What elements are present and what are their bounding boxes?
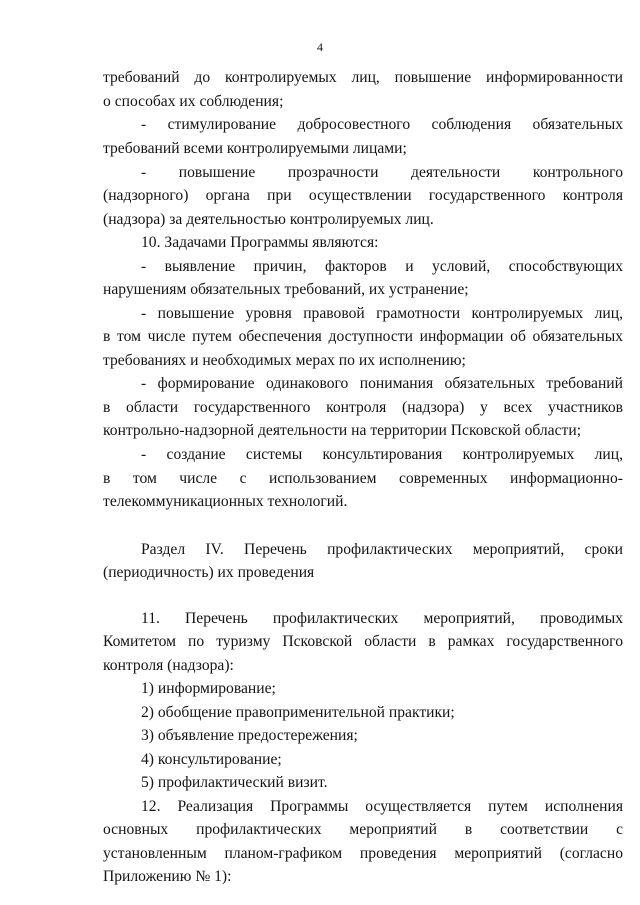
text-line: в том числе с использованием современных информационно- <box>103 470 623 487</box>
text-line: требованиях и необходимых мерах по их исполнению; <box>103 352 466 369</box>
text-line: о способах их соблюдения; <box>103 93 284 110</box>
text-line: контрольно-надзорной деятельности на территории Псковской области; <box>103 422 582 439</box>
list-item: - формирование одинакового понимания обязательных требований <box>141 375 623 392</box>
list-item: - повышение прозрачности деятельности контрольного <box>141 164 623 181</box>
text-line: контроля (надзора): <box>103 657 234 674</box>
list-item: - выявление причин, факторов и условий, способствующих <box>141 258 623 275</box>
page-number: 4 <box>317 40 323 54</box>
list-item: 4) консультирование; <box>141 751 282 768</box>
text-line: нарушениям обязательных требований, их устранение; <box>103 281 469 298</box>
text-line: Комитетом по туризму Псковской области в рамках государственного <box>103 633 623 650</box>
paragraph-heading: 11. Перечень профилактических мероприятий, проводимых <box>141 610 623 627</box>
list-item: 1) информирование; <box>141 680 276 697</box>
text-line: установленным планом-графиком проведения мероприятий (согласно <box>103 845 623 862</box>
text-line: Приложению № 1): <box>103 868 232 885</box>
list-item: 2) обобщение правоприменительной практики; <box>141 704 455 721</box>
text-line: в том числе путем обеспечения доступности информации об обязательных <box>103 328 623 345</box>
list-item: 3) объявление предостережения; <box>141 727 358 744</box>
list-item: - повышение уровня правовой грамотности контролируемых лиц, <box>141 305 623 322</box>
text-line: (надзора) за деятельностью контролируемых лиц. <box>103 211 434 228</box>
text-line: требований всеми контролируемыми лицами; <box>103 140 407 157</box>
text-line: требований до контролируемых лиц, повышение информированности <box>103 69 623 86</box>
section-heading: (периодичность) их проведения <box>103 564 315 581</box>
list-item: - стимулирование добросовестного соблюдения обязательных <box>141 116 623 133</box>
section-heading: Раздел IV. Перечень профилактических мероприятий, сроки <box>141 541 623 558</box>
list-item: 5) профилактический визит. <box>141 774 328 791</box>
paragraph-heading: 12. Реализация Программы осуществляется путем исполнения <box>141 798 623 815</box>
text-line: в области государственного контроля (надзора) у всех участников <box>103 399 623 416</box>
paragraph-heading: 10. Задачами Программы являются: <box>141 234 379 251</box>
text-line: основных профилактических мероприятий в соответствии с <box>103 821 623 838</box>
text-line: телекоммуникационных технологий. <box>103 493 348 510</box>
text-line: (надзорного) органа при осуществлении государственного контроля <box>103 187 623 204</box>
list-item: - создание системы консультирования контролируемых лиц, <box>141 446 623 463</box>
